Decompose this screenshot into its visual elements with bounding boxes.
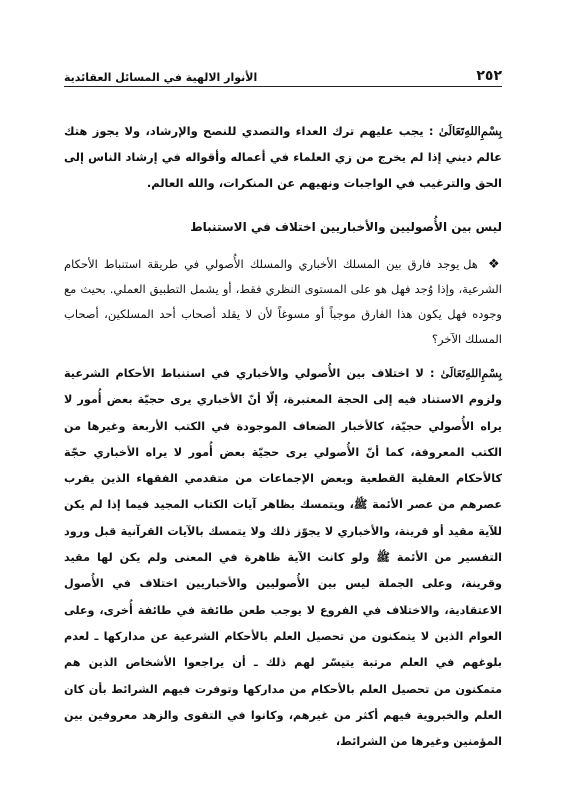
question-paragraph [64, 252, 502, 352]
answer-honorific: بِسْمِ‌اللهِ‌تَعَالَىٰ [440, 366, 502, 380]
answer-paragraph [64, 360, 502, 755]
intro-honorific: بِسْمِ‌اللهِ‌تَعَالَىٰ [438, 124, 502, 138]
diamond-bullet-icon: ❖ [487, 257, 502, 272]
page-content [64, 118, 502, 755]
page-header [64, 62, 502, 87]
section-heading: ليس بين الأُصوليين والأخباريين اختلاف في الاستنباط [190, 220, 502, 234]
question-text: هل يوجد فارق بين المسلك الأخباري والمسلك الأُصولي في طريقة استنباط الأحكام الشرعية، وإذا وُجد فهل هو على المستوى النظري فقط، أو يشمل التطبيق العملي. بحيث مع وجوده فهل يكون هذا الفارق موجباً أو مسوغاً لأن لا يقلد أصحاب أحد المسلكين، أصحاب المسلك الآخر؟ [64, 257, 502, 346]
running-title: الأنوار الالهية في المسائل العقائدية [64, 71, 258, 84]
intro-paragraph [64, 118, 502, 196]
answer-text: : لا اختلاف بين الأُصولي والأخباري في استنباط الأحكام الشرعية ولزوم الاستناد فيه إلى الحجة المعتبرة، إلّا أنّ الأخباري يرى حجيّة بعض أُمور لا يراه الأُصولي حجيّة، كالأخبار الضعاف الموجودة في الكتب الأربعة وغيرها من الكتب المعروفة، كما أنّ الأُصولي يرى حجيّة بعض أُمور لا يراه الأخباري حجّة كالأحكام العقلية القطعية وبعض الإجماعات من متقدمي الفقهاء الذين يقرب عصرهم من عصر الأئمة ﷺ، ويتمسك بظاهر آيات الكتاب المجيد فيما إذا لم يكن للآية مقيد أو قرينة، والأخباري لا يجوّز ذلك ولا يتمسك بالآيات القرآنية قبل ورود التفسير من الأئمة ﷺ ولو كانت الآية ظاهرة في المعنى ولم يكن لها مقيد وقرينة، وعلى الجملة ليس بين الأُصوليين والأخباريين اختلاف في الأُصول الاعتقادية، والاختلاف في الفروع لا يوجب طعن طائفة في طائفة أُخرى، وعلى العوام الذين لا يتمكنون من تحصيل العلم بالأحكام الشرعية عن مداركها ـ لعدم بلوغهم في العلم مرتبة يتيسّر لهم ذلك ـ أن يراجعوا الأشخاص الذين هم متمكنون من تحصيل العلم بالأحكام من مداركها وتوفرت فيهم الشرائط بأن كان العلم والخبروية فيهم أكثر من غيرهم، وكانوا في التقوى والزهد معروفين بين المؤمنين وغيرها من الشرائط، [64, 367, 502, 749]
page-number: ٢٥٢ [476, 68, 502, 84]
intro-text: : يجب عليهم ترك العداء والتصدي للنصح والإرشاد، ولا يجوز هتك عالم ديني إذا لم يخرج من زي العلماء في أعماله وأقواله في إرشاد الناس إلى الحق والترغيب في الواجبات ونهيهم عن المنكرات، والله العالم. [64, 124, 502, 190]
